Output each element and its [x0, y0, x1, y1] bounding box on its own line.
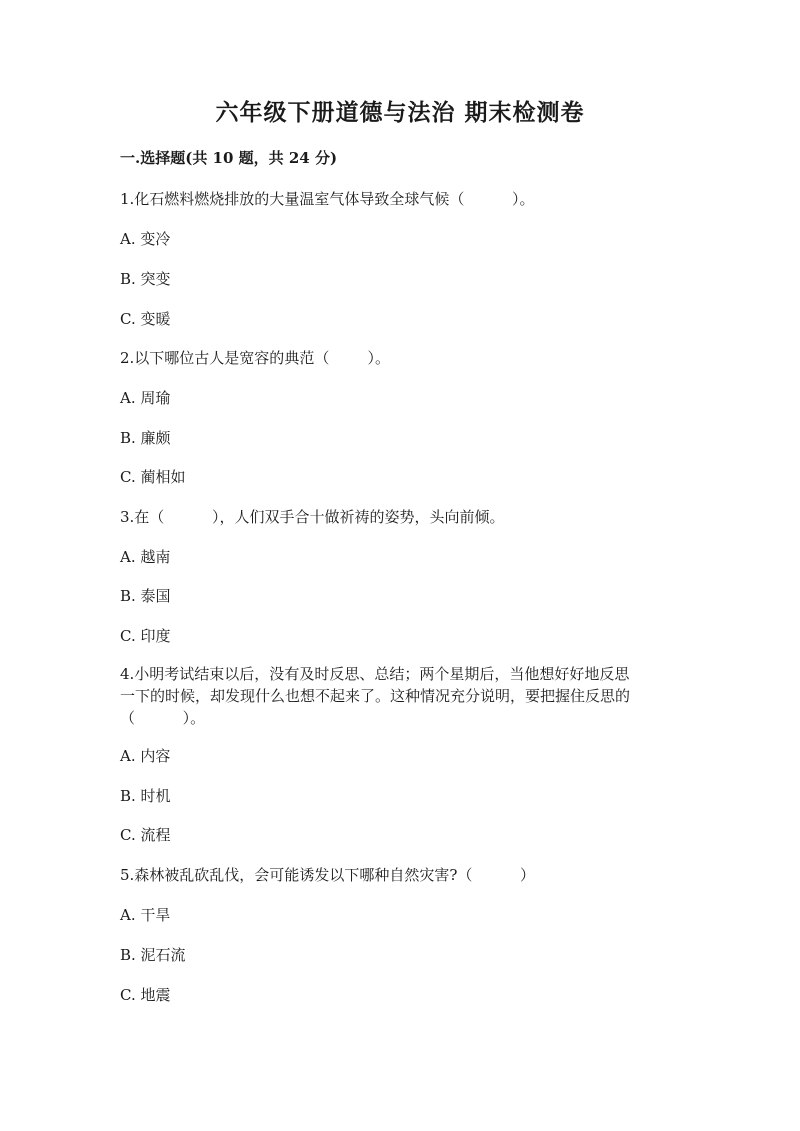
question-2-option-a[interactable]: A. 周瑜: [120, 389, 171, 407]
question-5-stem: 5.森林被乱砍乱伐，会可能诱发以下哪种自然灾害?（ ）: [120, 866, 536, 884]
question-1-stem: 1.化石燃料燃烧排放的大量温室气体导致全球气候（ ）。: [120, 190, 535, 208]
question-5-option-a[interactable]: A. 干旱: [120, 906, 171, 924]
question-2-stem: 2.以下哪位古人是宽容的典范（ ）。: [120, 349, 390, 367]
question-3-option-b[interactable]: B. 泰国: [120, 587, 171, 605]
question-4-stem-line-1: 4.小明考试结束以后，没有及时反思、总结；两个星期后，当他想好好地反思: [120, 665, 630, 683]
question-1-option-a[interactable]: A. 变冷: [120, 230, 171, 248]
question-1-option-b[interactable]: B. 突变: [120, 270, 171, 288]
question-3-option-a[interactable]: A. 越南: [120, 548, 171, 566]
question-4-option-a[interactable]: A. 内容: [120, 747, 171, 765]
question-2-option-c[interactable]: C. 蔺相如: [120, 468, 186, 486]
question-3-option-c[interactable]: C. 印度: [120, 627, 171, 645]
question-5-option-c[interactable]: C. 地震: [120, 986, 171, 1004]
section-heading: 一.选择题(共 10 题，共 24 分): [120, 149, 338, 167]
question-4-stem: [120, 663, 680, 729]
question-4-stem-line-2: 一下的时候，却发现什么也想不起来了。这种情况充分说明，要把握住反思的: [120, 687, 631, 705]
question-3-stem: 3.在（ ），人们双手合十做祈祷的姿势，头向前倾。: [120, 508, 505, 526]
question-4-stem-line-3: （ ）。: [120, 709, 206, 727]
exam-title: 六年级下册道德与法治 期末检测卷: [215, 99, 585, 126]
question-5-option-b[interactable]: B. 泥石流: [120, 946, 186, 964]
question-4-option-b[interactable]: B. 时机: [120, 787, 171, 805]
question-2-option-b[interactable]: B. 廉颇: [120, 429, 171, 447]
question-4-option-c[interactable]: C. 流程: [120, 826, 171, 844]
question-1-option-c[interactable]: C. 变暖: [120, 310, 171, 328]
